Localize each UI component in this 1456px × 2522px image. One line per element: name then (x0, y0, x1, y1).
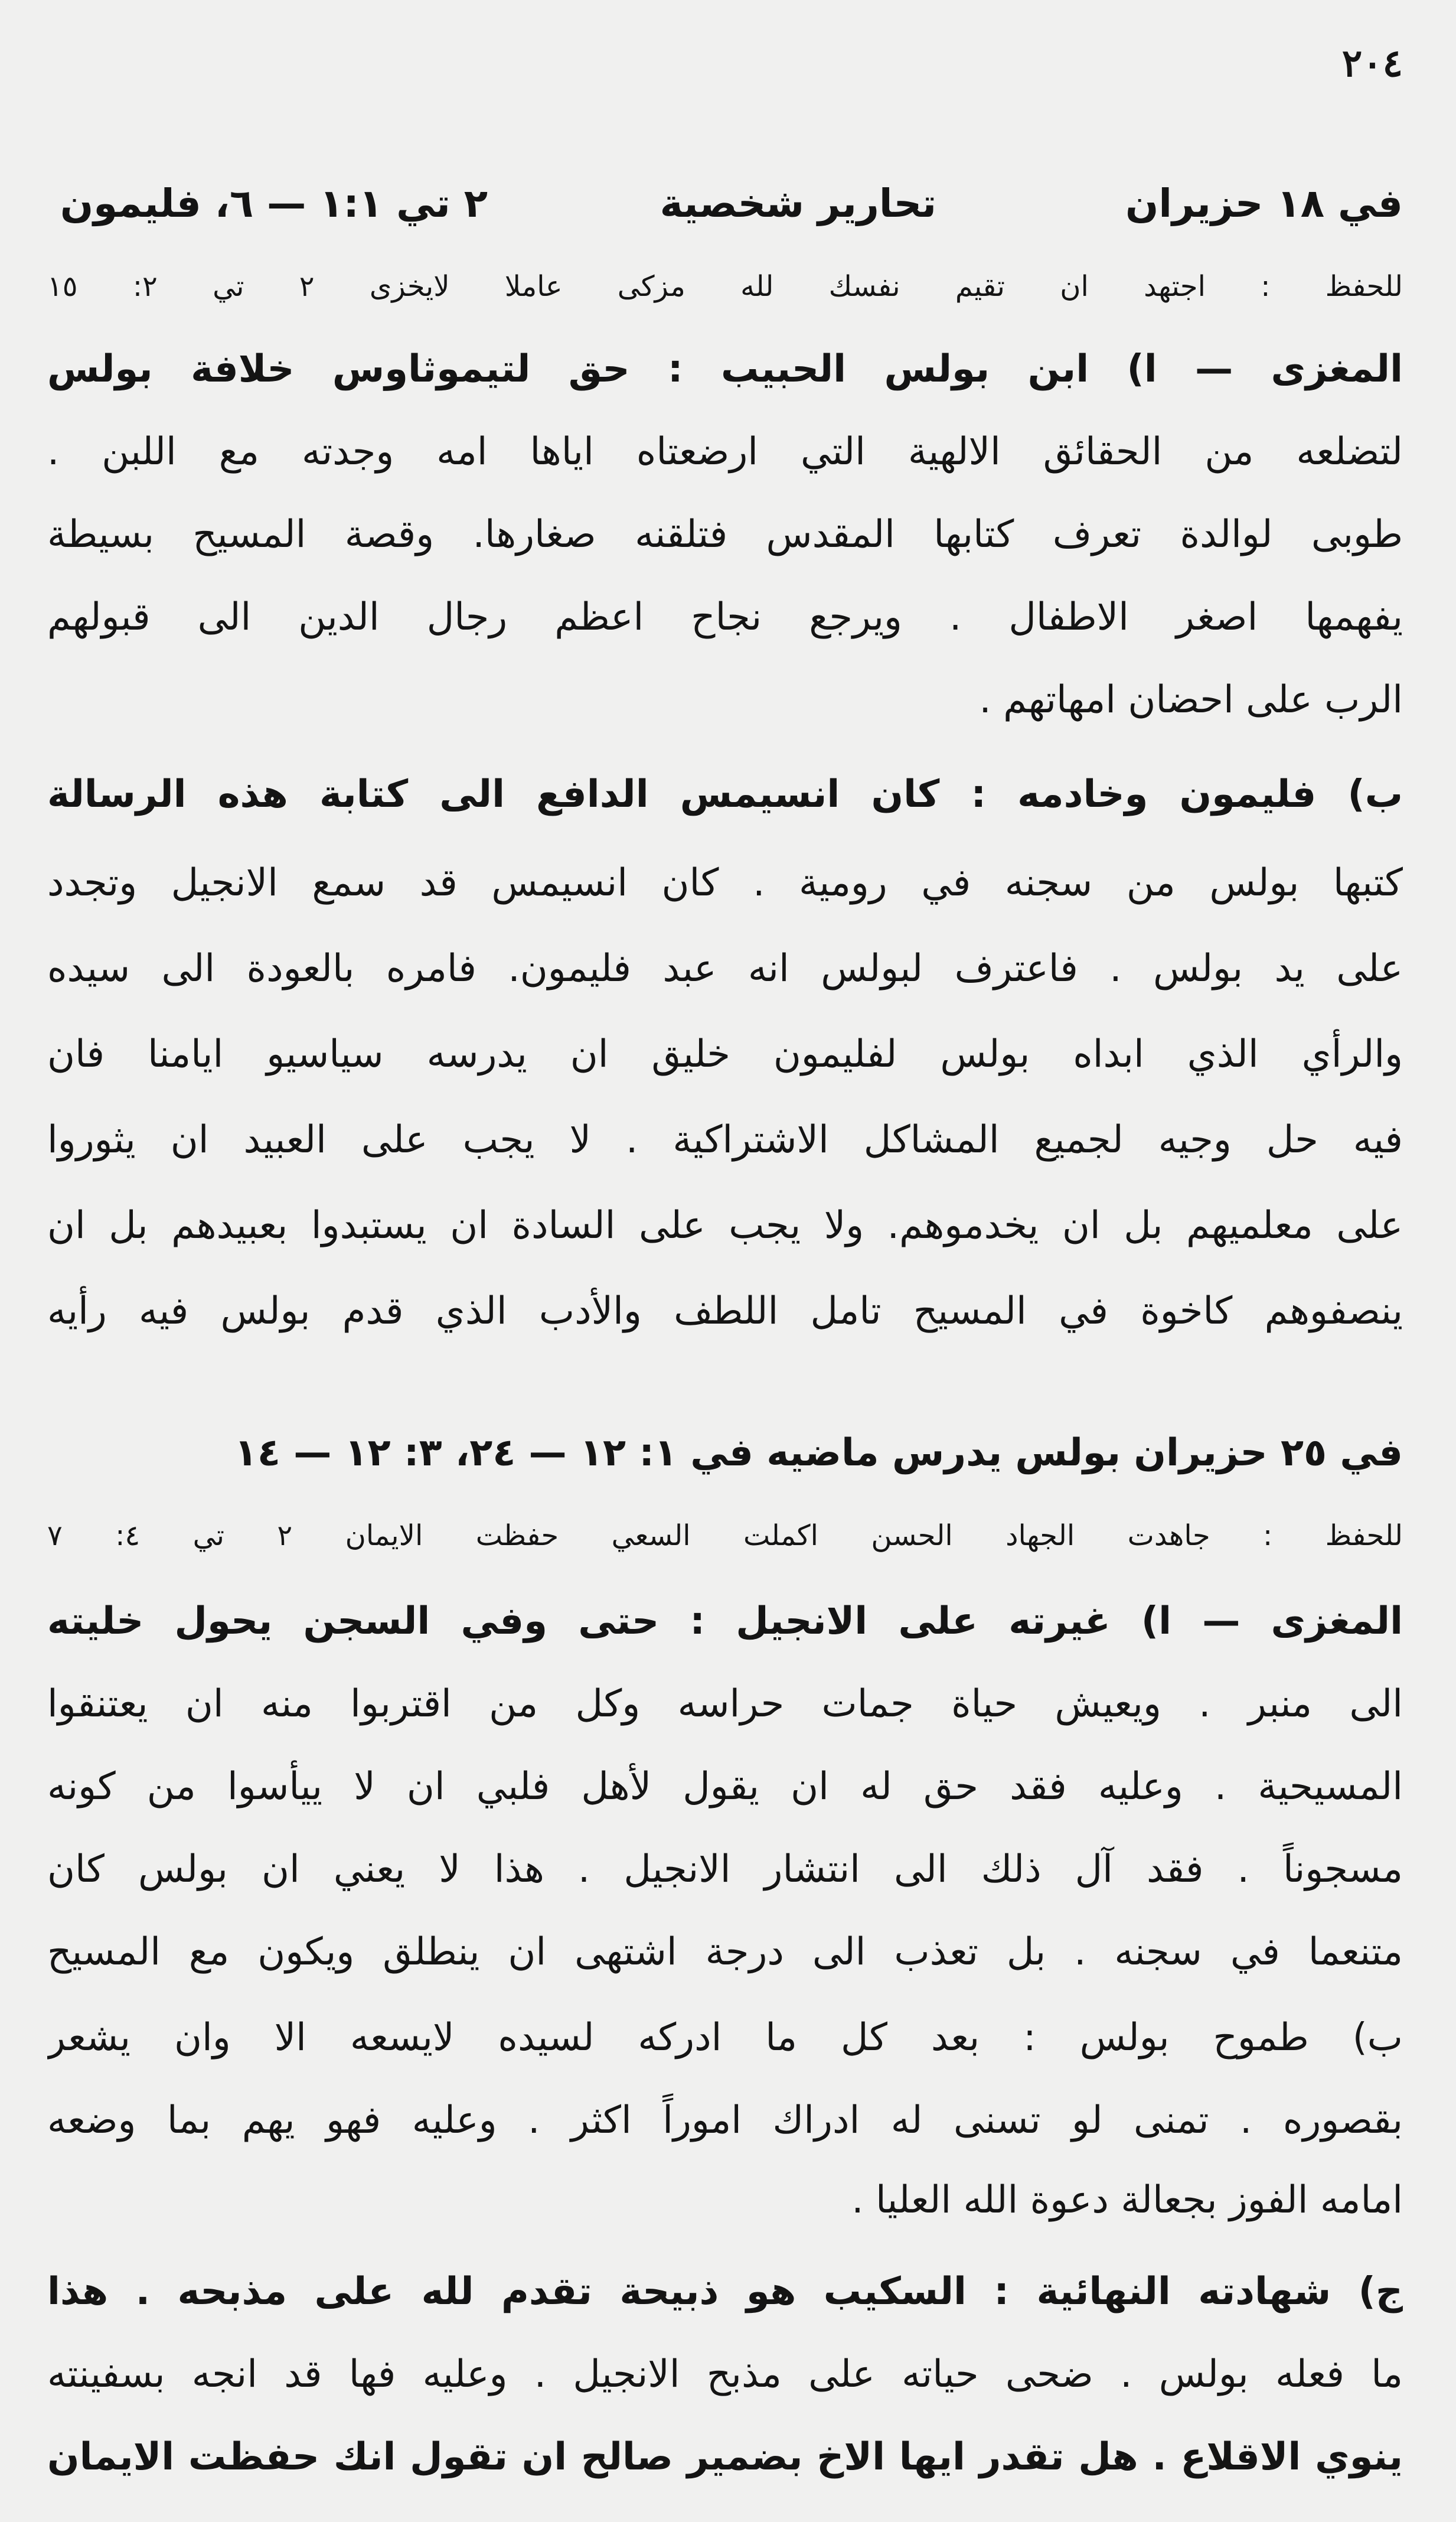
section2-line: الى منبر . ويعيش حياة جمات حراسه وكل من اقتربوا منه ان يعتنقوا (47, 1682, 1403, 1726)
memorize-verse-1: للحفظ : اجتهد ان تقيم نفسك لله مزكى عاملا لايخزى ٢ تي ٢: ١٥ (47, 270, 1403, 303)
section1-line: فيه حل وجيه لجميع المشاكل الاشتراكية . لا يجب على العبيد ان يثوروا (47, 1118, 1403, 1162)
memorize-verse-2: للحفظ : جاهدت الجهاد الحسن اكملت السعي حفظت الايمان ٢ تي ٤: ٧ (47, 1519, 1403, 1552)
section1-line: ينصفوهم كاخوة في المسيح تامل اللطف والأدب الذي قدم بولس فيه رأيه (47, 1289, 1403, 1333)
section2-line: ب) طموح بولس : بعد كل ما ادركه لسيده لايسعه الا وان يشعر (47, 2016, 1403, 2060)
section2-line: ما فعله بولس . ضحى حياته على مذبح الانجيل . وعليه فها قد انجه بسفينته (47, 2352, 1403, 2396)
section2-line: المسيحية . وعليه فقد حق له ان يقول لأهل فلبي ان لا ييأسوا من كونه (47, 1765, 1403, 1809)
section1-line: كتبها بولس من سجنه في رومية . كان انسيمس قد سمع الانجيل وتجدد (47, 861, 1403, 905)
section1-line: المغزى — ا) ابن بولس الحبيب : حق لتيموثاوس خلافة بولس (47, 347, 1403, 391)
page-number: ٢٠٤ (1341, 41, 1403, 86)
section2-line: المغزى — ا) غيرته على الانجيل : حتى وفي السجن يحول خليته (47, 1599, 1403, 1643)
section1-line: على معلميهم بل ان يخدموهم. ولا يجب على السادة ان يستبدوا بعبيدهم بل ان (47, 1204, 1403, 1247)
header2: في ٢٥ حزيران بولس يدرس ماضيه في ١: ١٢ — ٢٤، ٣: ١٢ — ١٤ (234, 1431, 1403, 1475)
section1-line: يفهمها اصغر الاطفال . ويرجع نجاح اعظم رجال الدين الى قبولهم (47, 595, 1403, 639)
section2-line: بقصوره . تمنى لو تسنى له ادراك اموراً اكثر . وعليه فهو يهم بما وضعه (47, 2099, 1403, 2142)
header1-date: في ١٨ حزيران (1125, 181, 1403, 226)
section2-line: امامه الفوز بجعالة دعوة الله العليا . (851, 2178, 1403, 2222)
section2-line: متنعما في سجنه . بل تعذب الى درجة اشتهى ان ينطلق ويكون مع المسيح (47, 1930, 1403, 1974)
section2-line: ينوي الاقلاع . هل تقدر ايها الاخ بضمير صالح ان تقول انك حفظت الايمان (47, 2435, 1403, 2479)
section1-line: الرب على احضان امهاتهم . (979, 678, 1403, 722)
header1-reading: ٢ تي ١:١ — ٦، فليمون (60, 181, 488, 226)
section1-line: على يد بولس . فاعترف لبولس انه عبد فليمون. فامره بالعودة الى سيده (47, 947, 1403, 990)
section2-line: مسجوناً . فقد آل ذلك الى انتشار الانجيل . هذا لا يعني ان بولس كان (47, 1847, 1403, 1891)
section1-line: والرأي الذي ابداه بولس لفليمون خليق ان يدرسه سياسيو ايامنا فان (47, 1032, 1403, 1076)
section1-line: ب) فليمون وخادمه : كان انسيمس الدافع الى كتابة هذه الرسالة (47, 773, 1403, 816)
header1-title: تحارير شخصية (660, 181, 936, 226)
section2-line: ج) شهادته النهائية : السكيب هو ذبيحة تقدم لله على مذبحه . هذا (47, 2270, 1403, 2314)
section1-line: طوبى لوالدة تعرف كتابها المقدس فتلقنه صغارها. وقصة المسيح بسيطة (47, 513, 1403, 556)
section1-line: لتضلعه من الحقائق الالهية التي ارضعتاه اياها امه وجدته مع اللبن . (47, 430, 1403, 474)
